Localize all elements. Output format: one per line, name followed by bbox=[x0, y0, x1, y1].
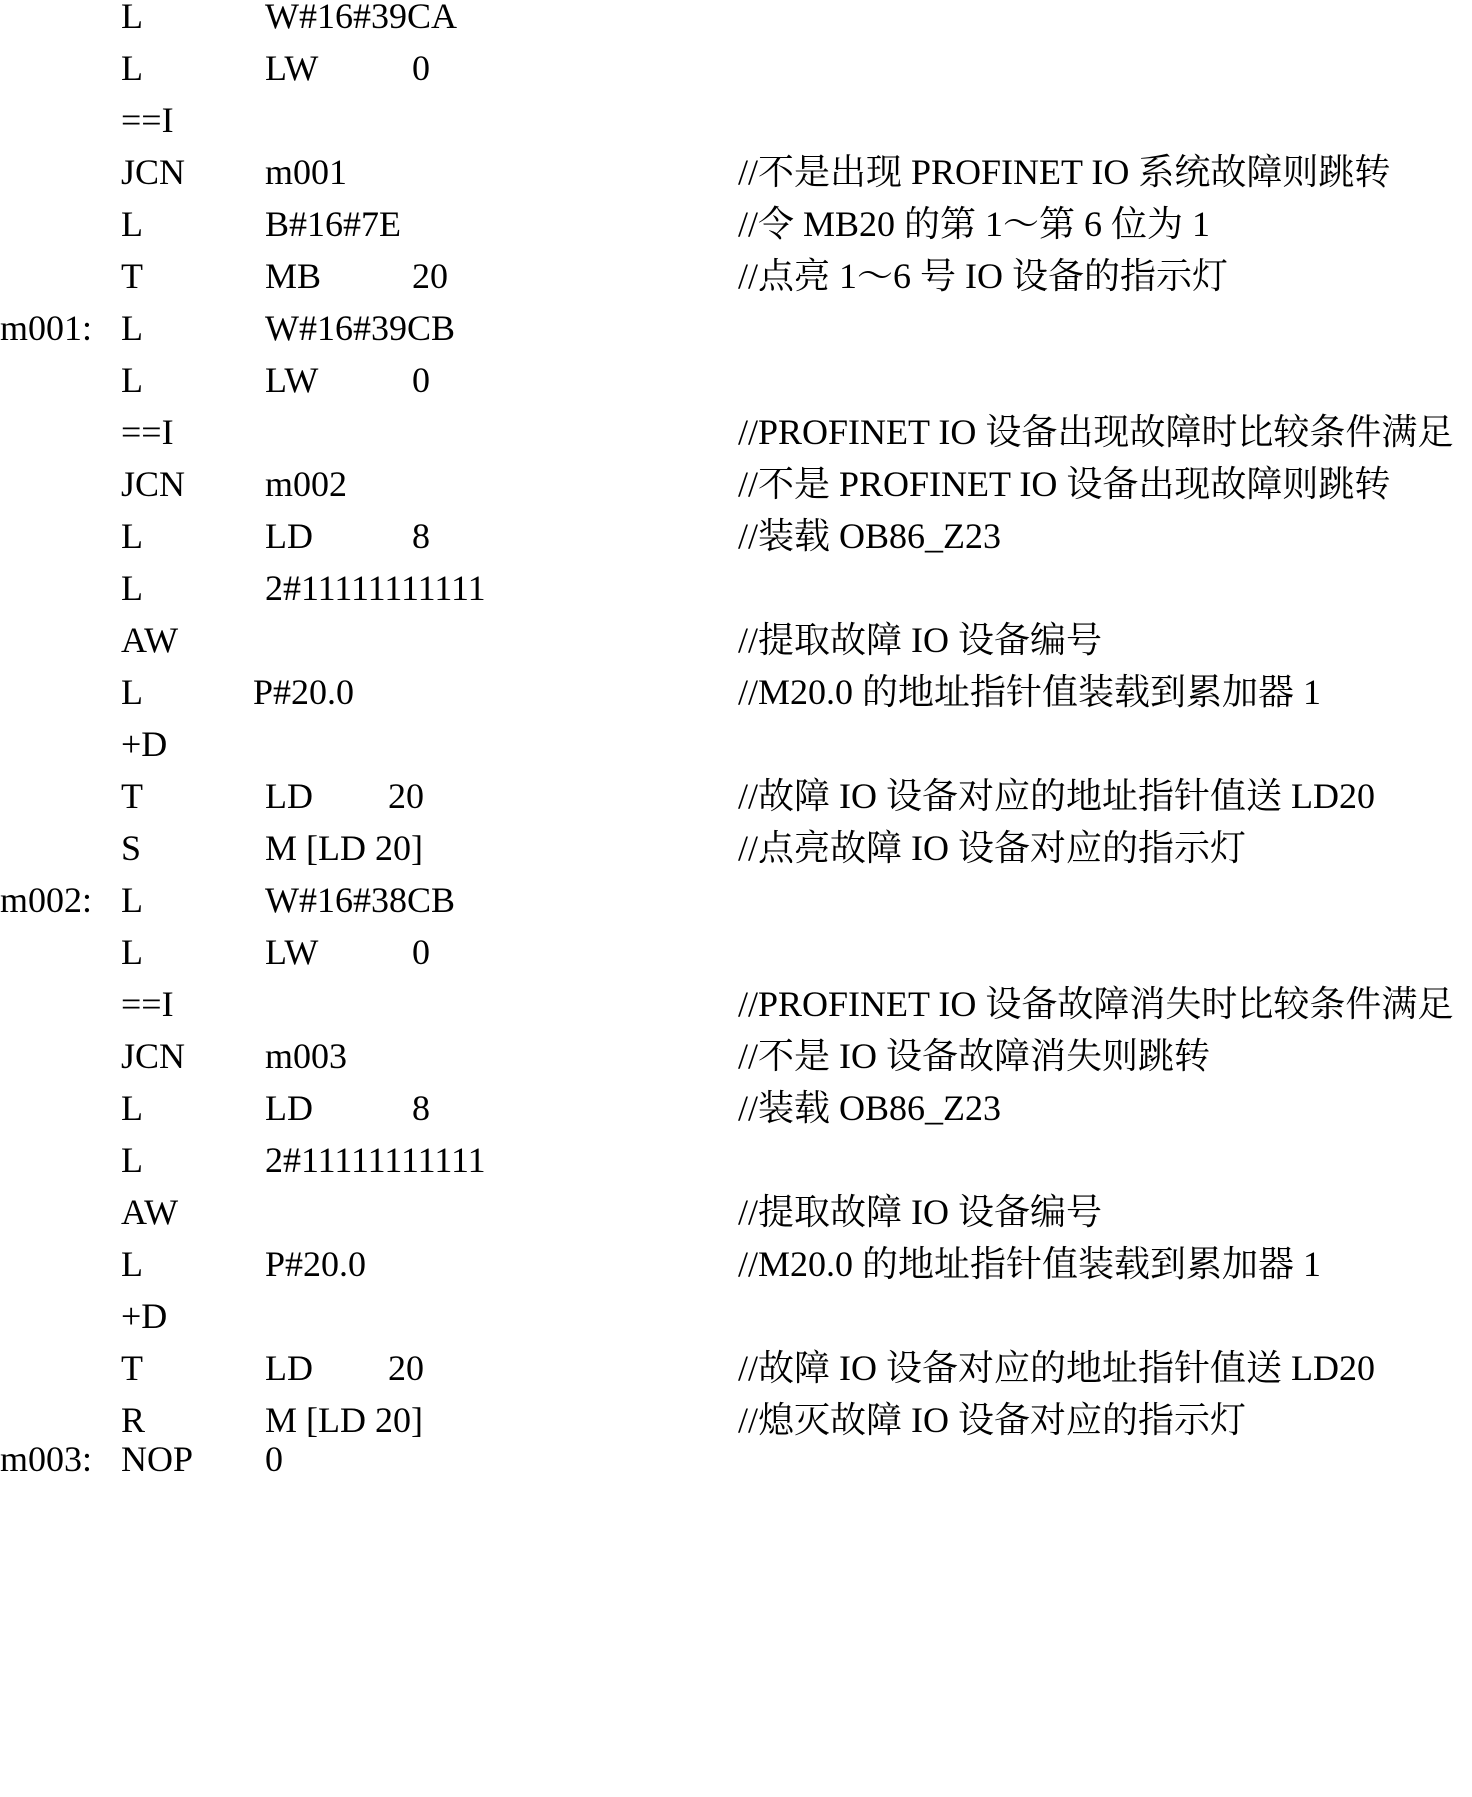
line-opcode: NOP bbox=[121, 1439, 194, 1479]
line-opcode: S bbox=[121, 828, 142, 868]
code-line bbox=[0, 0, 1472, 42]
line-comment: //故障 IO 设备对应的地址指针值送 LD20 bbox=[738, 1348, 1375, 1388]
code-line bbox=[0, 770, 1472, 822]
line-opcode: +D bbox=[121, 1296, 168, 1336]
line-opcode: JCN bbox=[121, 464, 186, 504]
code-line bbox=[0, 94, 1472, 146]
line-opcode: AW bbox=[121, 1192, 179, 1232]
line-comment: //装载 OB86_Z23 bbox=[738, 1088, 1002, 1128]
code-line bbox=[0, 146, 1472, 198]
line-opcode: L bbox=[121, 880, 143, 920]
code-line bbox=[0, 614, 1472, 666]
line-opcode: L bbox=[121, 516, 143, 556]
line-comment: //不是 IO 设备故障消失则跳转 bbox=[738, 1036, 1210, 1076]
line-operand: m003 bbox=[265, 1036, 348, 1076]
line-operand-number: 8 bbox=[412, 1088, 430, 1128]
line-comment: //令 MB20 的第 1～第 6 位为 1 bbox=[738, 204, 1211, 244]
line-opcode: L bbox=[121, 568, 143, 608]
line-operand: MB bbox=[265, 256, 322, 296]
line-operand: LD bbox=[265, 1348, 313, 1388]
line-comment: //不是 PROFINET IO 设备出现故障则跳转 bbox=[738, 464, 1391, 504]
code-line bbox=[0, 510, 1472, 562]
line-operand: B#16#7E bbox=[265, 204, 402, 244]
line-label: m002: bbox=[0, 880, 93, 920]
line-opcode: L bbox=[121, 932, 143, 972]
line-opcode: T bbox=[121, 256, 143, 296]
line-opcode: ==I bbox=[121, 984, 174, 1024]
line-operand: 2#11111111111 bbox=[265, 1140, 486, 1180]
line-opcode: AW bbox=[121, 620, 179, 660]
line-label: m003: bbox=[0, 1439, 93, 1479]
line-operand: m001 bbox=[265, 152, 348, 192]
line-opcode: JCN bbox=[121, 152, 186, 192]
line-comment: //装载 OB86_Z23 bbox=[738, 516, 1002, 556]
line-opcode: L bbox=[121, 1244, 143, 1284]
code-line bbox=[0, 874, 1472, 926]
line-opcode: L bbox=[121, 1140, 143, 1180]
line-operand-number: 20 bbox=[412, 256, 448, 296]
line-comment: //点亮故障 IO 设备对应的指示灯 bbox=[738, 828, 1246, 868]
line-comment: //PROFINET IO 设备故障消失时比较条件满足 bbox=[738, 984, 1454, 1024]
line-operand: 0 bbox=[265, 1439, 283, 1479]
code-line bbox=[0, 978, 1472, 1030]
line-operand-number: 0 bbox=[412, 360, 430, 400]
line-operand: W#16#39CB bbox=[265, 308, 456, 348]
code-line bbox=[0, 1134, 1472, 1186]
line-opcode: L bbox=[121, 672, 143, 712]
line-operand: m002 bbox=[265, 464, 348, 504]
code-line bbox=[0, 198, 1472, 250]
code-line bbox=[0, 562, 1472, 614]
line-comment: //点亮 1～6 号 IO 设备的指示灯 bbox=[738, 256, 1228, 296]
line-comment: //不是出现 PROFINET IO 系统故障则跳转 bbox=[738, 152, 1391, 192]
line-opcode: L bbox=[121, 204, 143, 244]
code-line bbox=[0, 1082, 1472, 1134]
line-operand: LW bbox=[265, 932, 319, 972]
code-line bbox=[0, 718, 1472, 770]
line-comment: //提取故障 IO 设备编号 bbox=[738, 620, 1102, 660]
line-operand: W#16#39CA bbox=[265, 0, 457, 36]
line-opcode: T bbox=[121, 1348, 143, 1388]
line-comment: //提取故障 IO 设备编号 bbox=[738, 1192, 1102, 1232]
line-opcode: JCN bbox=[121, 1036, 186, 1076]
line-opcode: L bbox=[121, 1088, 143, 1128]
line-operand-number: 0 bbox=[412, 48, 430, 88]
code-line bbox=[0, 666, 1472, 718]
code-line bbox=[0, 1030, 1472, 1082]
line-opcode: L bbox=[121, 360, 143, 400]
line-comment: //M20.0 的地址指针值装载到累加器 1 bbox=[738, 672, 1322, 712]
line-opcode: L bbox=[121, 308, 143, 348]
line-opcode: L bbox=[121, 0, 143, 36]
line-operand-number: 20 bbox=[388, 1348, 424, 1388]
line-opcode: R bbox=[121, 1400, 146, 1440]
code-line bbox=[0, 250, 1472, 302]
line-operand-number: 0 bbox=[412, 932, 430, 972]
code-line bbox=[0, 926, 1472, 978]
line-operand: P#20.0 bbox=[265, 1244, 367, 1284]
code-line bbox=[0, 406, 1472, 458]
line-operand: LW bbox=[265, 48, 319, 88]
code-line bbox=[0, 1238, 1472, 1290]
line-opcode: ==I bbox=[121, 100, 174, 140]
line-operand: LW bbox=[265, 360, 319, 400]
line-operand: LD bbox=[265, 776, 313, 816]
code-line bbox=[0, 1342, 1472, 1394]
code-line bbox=[0, 1290, 1472, 1342]
line-opcode: L bbox=[121, 48, 143, 88]
line-comment: //故障 IO 设备对应的地址指针值送 LD20 bbox=[738, 776, 1375, 816]
line-comment: //M20.0 的地址指针值装载到累加器 1 bbox=[738, 1244, 1322, 1284]
line-opcode: T bbox=[121, 776, 143, 816]
line-operand: LD bbox=[265, 516, 313, 556]
code-line bbox=[0, 1186, 1472, 1238]
code-line bbox=[0, 458, 1472, 510]
line-operand: LD bbox=[265, 1088, 313, 1128]
code-line bbox=[0, 354, 1472, 406]
line-operand: M [LD 20] bbox=[265, 1400, 423, 1440]
code-line bbox=[0, 822, 1472, 874]
line-operand: P#20.0 bbox=[253, 672, 355, 712]
line-operand-number: 20 bbox=[388, 776, 424, 816]
code-line bbox=[0, 1433, 1472, 1485]
line-operand: W#16#38CB bbox=[265, 880, 456, 920]
line-operand: 2#11111111111 bbox=[265, 568, 486, 608]
code-line bbox=[0, 302, 1472, 354]
line-label: m001: bbox=[0, 308, 93, 348]
line-operand-number: 8 bbox=[412, 516, 430, 556]
line-operand: M [LD 20] bbox=[265, 828, 423, 868]
line-opcode: ==I bbox=[121, 412, 174, 452]
code-line bbox=[0, 42, 1472, 94]
line-opcode: +D bbox=[121, 724, 168, 764]
line-comment: //PROFINET IO 设备出现故障时比较条件满足 bbox=[738, 412, 1454, 452]
line-comment: //熄灭故障 IO 设备对应的指示灯 bbox=[738, 1400, 1246, 1440]
